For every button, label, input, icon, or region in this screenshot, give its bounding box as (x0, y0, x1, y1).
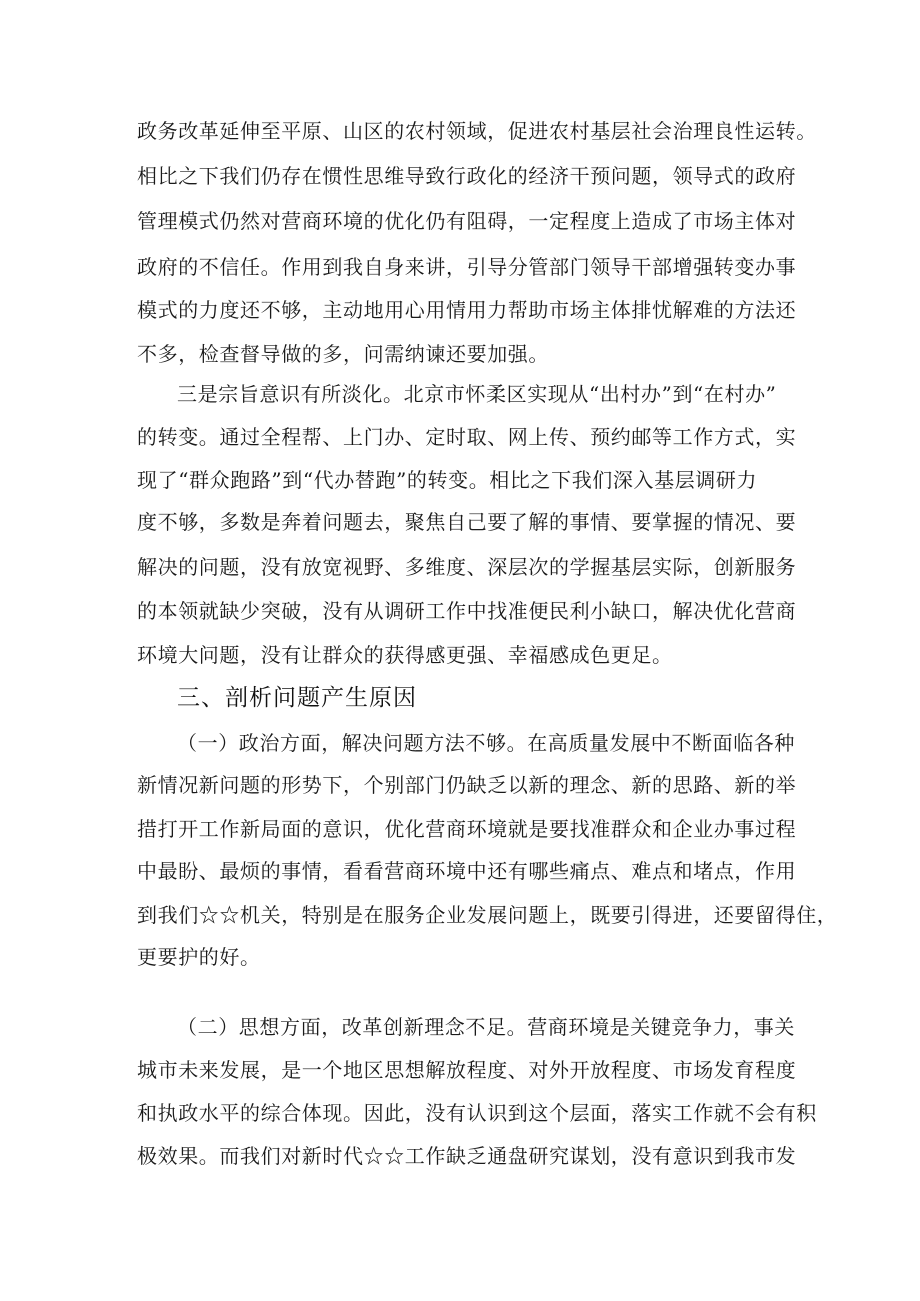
body-line: 更要护的好。 (137, 945, 261, 969)
body-line: 政务改革延伸至平原、山区的农村领域，促进农村基层社会治理良性运转。 (137, 119, 817, 143)
body-line: 度不够，多数是奔着问题去，聚焦自己要了解的事情、要掌握的情况、要 (137, 510, 797, 534)
body-line: 不多，检查督导做的多，问需纳谏还要加强。 (137, 342, 549, 366)
section-heading: 三、剖析问题产生原因 (177, 685, 417, 711)
body-line: 环境大问题，没有让群众的获得感更强、幸福感成色更足。 (137, 643, 673, 667)
body-line: 现了“群众跑路”到“代办替跑”的转变。相比之下我们深入基层调研力 (137, 468, 758, 492)
body-line: 模式的力度还不够，主动地用心用情用力帮助市场主体排忧解难的方法还 (137, 298, 797, 322)
body-line: 的本领就缺少突破，没有从调研工作中找准便民利小缺口，解决优化营商 (137, 599, 797, 623)
body-line: 新情况新问题的形势下，个别部门仍缺乏以新的理念、新的思路、新的举 (137, 773, 797, 797)
paragraph-first-line: 三是宗旨意识有所淡化。北京市怀柔区实现从“出村办”到“在村办” (177, 382, 777, 406)
body-line: 和执政水平的综合体现。因此，没有认识到这个层面，落实工作就不会有积 (137, 1101, 817, 1125)
body-line: 措打开工作新局面的意识，优化营商环境就是要找准群众和企业办事过程 (137, 817, 797, 841)
body-line: 相比之下我们仍存在惯性思维导致行政化的经济干预问题，领导式的政府 (137, 164, 797, 188)
body-line: 管理模式仍然对营商环境的优化仍有阻碍，一定程度上造成了市场主体对 (137, 209, 797, 233)
body-line: 到我们☆☆机关，特别是在服务企业发展问题上，既要引得进，还要留得住， (137, 903, 838, 927)
body-line: 极效果。而我们对新时代☆☆工作缺乏通盘研究谋划，没有意识到我市发 (137, 1144, 797, 1168)
body-line: 的转变。通过全程帮、上门办、定时取、网上传、预约邮等工作方式，实 (137, 425, 797, 449)
body-line: 中最盼、最烦的事情，看看营商环境中还有哪些痛点、难点和堵点，作用 (137, 859, 797, 883)
paragraph-first-line: （一）政治方面，解决问题方法不够。在高质量发展中不断面临各种 (177, 731, 795, 755)
paragraph-first-line: （二）思想方面，改革创新理念不足。营商环境是关键竞争力，事关 (177, 1015, 795, 1039)
body-line: 政府的不信任。作用到我自身来讲，引导分管部门领导干部增强转变办事 (137, 255, 797, 279)
body-line: 解决的问题，没有放宽视野、多维度、深层次的学握基层实际，创新服务 (137, 555, 797, 579)
body-line: 城市未来发展，是一个地区思想解放程度、对外开放程度、市场发育程度 (137, 1058, 797, 1082)
